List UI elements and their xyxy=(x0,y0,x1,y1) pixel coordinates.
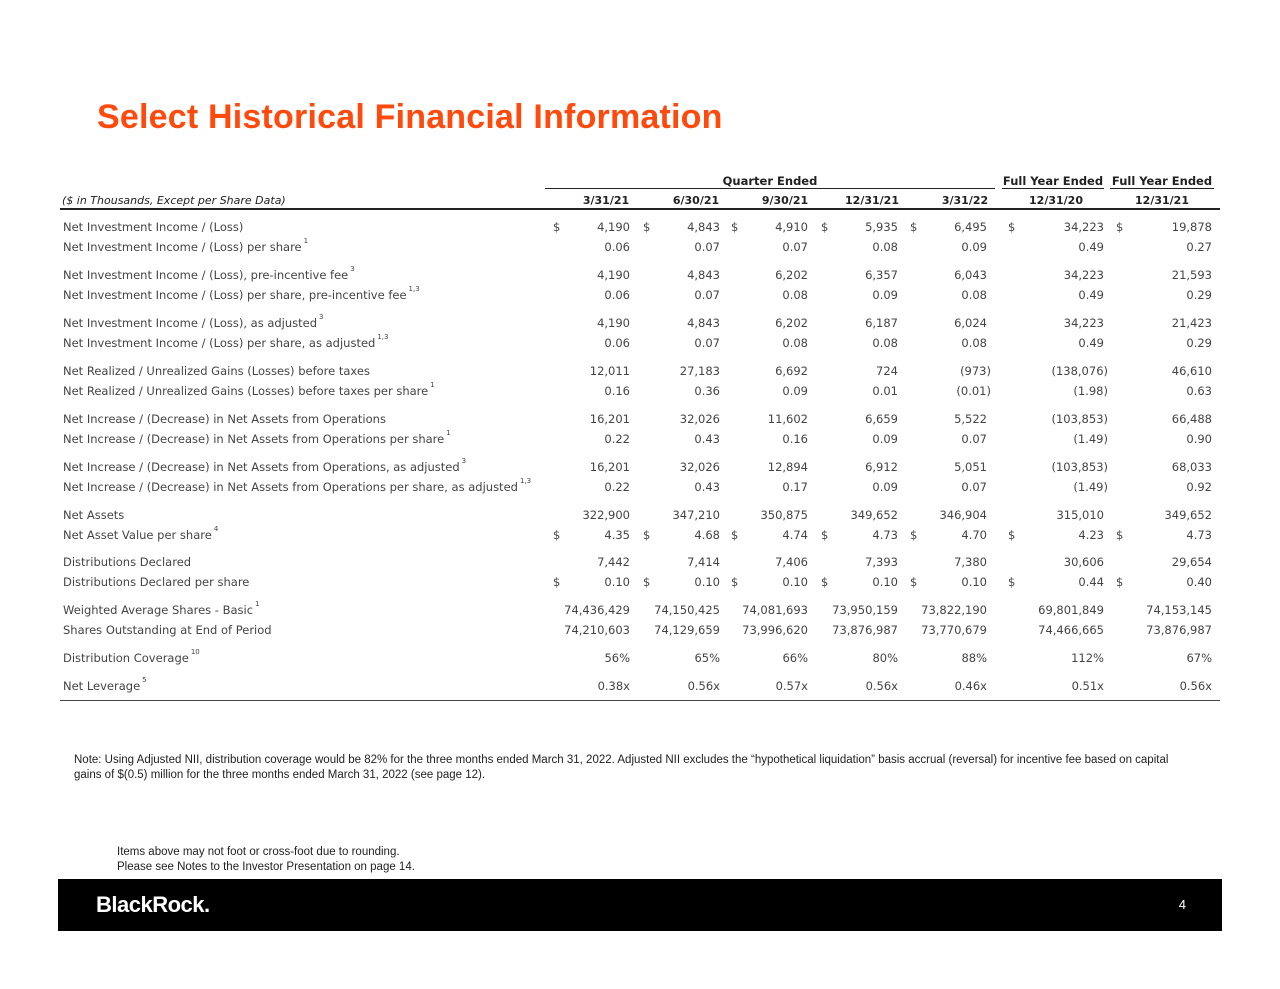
footnote-marker: 1,3 xyxy=(377,333,389,341)
table-cell: (1.98) xyxy=(1073,384,1108,398)
dollar-sign: $ xyxy=(910,575,918,589)
table-cell: 0.01 xyxy=(872,384,898,398)
table-cell: 0.43 xyxy=(694,480,720,494)
row-label xyxy=(63,575,249,589)
footnote-marker: 1,3 xyxy=(519,477,532,485)
row-label xyxy=(63,381,435,398)
dollar-sign: $ xyxy=(731,220,739,234)
table-cell: 34,223 xyxy=(1063,268,1104,282)
table-cell: 6,495 xyxy=(954,220,987,234)
dollar-sign: $ xyxy=(553,575,561,589)
table-cell: 4,190 xyxy=(597,268,630,282)
footnote-rounding: Items above may not foot or cross-foot due to rounding. xyxy=(117,846,400,858)
row-label-text: Net Increase / (Decrease) in Net Assets from Operations per share, as adjusted xyxy=(63,480,518,494)
table-cell: 73,876,987 xyxy=(1146,623,1212,637)
table-cell: 88% xyxy=(961,651,987,665)
table-row xyxy=(60,525,1220,548)
table-cell: 34,223 xyxy=(1063,220,1104,234)
header-full-year-1: Full Year Ended xyxy=(1002,174,1104,188)
table-cell: 73,876,987 xyxy=(832,623,898,637)
dollar-sign: $ xyxy=(1116,528,1124,542)
table-cell: 0.08 xyxy=(961,288,987,302)
table-cell: 68,033 xyxy=(1171,460,1212,474)
table-cell: 0.56x xyxy=(865,679,898,693)
table-cell: 0.16 xyxy=(604,384,630,398)
table-cell: 4.73 xyxy=(872,528,898,542)
row-label-text: Net Realized / Unrealized Gains (Losses) before taxes xyxy=(63,364,370,378)
blackrock-logo: BlackRock. xyxy=(96,892,210,917)
row-label-text: Net Investment Income / (Loss), as adjusted xyxy=(63,316,318,330)
row-label xyxy=(63,648,200,665)
table-cell: 73,950,159 xyxy=(832,603,898,617)
column-header: 12/31/21 xyxy=(845,194,899,207)
header-quarter-ended: Quarter Ended xyxy=(722,174,818,188)
table-cell: 0.09 xyxy=(872,432,898,446)
table-cell: 4.35 xyxy=(604,528,630,542)
table-row xyxy=(60,381,1220,404)
table-cell: 73,770,679 xyxy=(921,623,987,637)
table-cell: 67% xyxy=(1186,651,1212,665)
table-cell: 7,406 xyxy=(775,555,808,569)
table-cell: 350,875 xyxy=(760,508,808,522)
table-cell: 6,692 xyxy=(775,364,808,378)
table-row xyxy=(60,285,1220,308)
table-cell: 74,150,425 xyxy=(654,603,720,617)
units-label: ($ in Thousands, Except per Share Data) xyxy=(62,194,286,207)
column-header: 3/31/22 xyxy=(941,194,989,207)
footnote-notes-reference: Please see Notes to the Investor Presentation on page 14. xyxy=(117,861,415,873)
dollar-sign: $ xyxy=(910,528,918,542)
footnotes xyxy=(117,845,415,875)
table-cell: (973) xyxy=(960,364,991,378)
table-cell: 74,210,603 xyxy=(564,623,630,637)
table-cell: 0.27 xyxy=(1186,240,1212,254)
table-row xyxy=(60,600,1220,623)
table-row xyxy=(60,508,1220,528)
header-full-year-2: Full Year Ended xyxy=(1111,174,1213,188)
table-cell: 6,659 xyxy=(865,412,898,426)
dollar-sign: $ xyxy=(1008,220,1016,234)
table-cell: 0.09 xyxy=(961,240,987,254)
row-label xyxy=(63,676,147,693)
table-cell: 6,202 xyxy=(775,316,808,330)
table-cell: 7,442 xyxy=(597,555,630,569)
row-label xyxy=(63,429,451,446)
row-label xyxy=(63,220,243,234)
table-bottom-rule xyxy=(60,700,1220,701)
table-cell: 0.38x xyxy=(597,679,630,693)
table-cell: (103,853) xyxy=(1051,412,1108,426)
table-row xyxy=(60,676,1220,699)
table-cell: 0.56x xyxy=(687,679,720,693)
row-label xyxy=(63,525,219,542)
table-cell: 0.09 xyxy=(782,384,808,398)
row-label xyxy=(63,313,324,330)
table-cell: 69,801,849 xyxy=(1038,603,1104,617)
table-cell: 0.49 xyxy=(1078,336,1104,350)
row-label xyxy=(63,265,355,282)
table-row xyxy=(60,265,1220,288)
table-cell: 34,223 xyxy=(1063,316,1104,330)
table-cell: 7,380 xyxy=(954,555,987,569)
table-cell: 0.49 xyxy=(1078,240,1104,254)
table-cell: 0.07 xyxy=(694,336,720,350)
table-row xyxy=(60,333,1220,356)
table-cell: (138,076) xyxy=(1051,364,1108,378)
row-label-text: Net Investment Income / (Loss) per share xyxy=(63,240,302,254)
table-cell: 0.29 xyxy=(1186,288,1212,302)
row-label-text: Net Investment Income / (Loss) xyxy=(63,220,244,234)
footnote-marker: 3 xyxy=(461,457,467,465)
footnote-marker: 1 xyxy=(303,237,309,245)
dollar-sign: $ xyxy=(643,528,651,542)
table-cell: 74,436,429 xyxy=(564,603,630,617)
table-cell: (1.49) xyxy=(1073,480,1108,494)
table-cell: 73,996,620 xyxy=(742,623,808,637)
column-header: 12/31/20 xyxy=(1029,194,1083,207)
row-label xyxy=(63,237,309,254)
footer-bar xyxy=(58,879,1222,931)
table-cell: 347,210 xyxy=(672,508,720,522)
row-label xyxy=(63,623,272,637)
note-text: Note: Using Adjusted NII, distribution coverage would be 82% for the three months ended March 31, 2022. Adjusted NII excludes the “hypothetical liquidation” basis accrual (reversal) for incentive fee based on capital gains of $(0.5) million for the three months ended March 31, 2022 (see page 12). xyxy=(74,754,1169,781)
table-cell: 4.70 xyxy=(961,528,987,542)
row-label-text: Distribution Coverage xyxy=(63,651,189,665)
table-cell: 27,183 xyxy=(679,364,720,378)
row-label-text: Net Increase / (Decrease) in Net Assets from Operations, as adjusted xyxy=(63,460,460,474)
table-cell: 30,606 xyxy=(1063,555,1104,569)
row-label-text: Net Investment Income / (Loss), pre-incentive fee xyxy=(63,268,349,282)
dollar-sign: $ xyxy=(553,528,561,542)
table-cell: 29,654 xyxy=(1171,555,1212,569)
table-cell: 74,129,659 xyxy=(654,623,720,637)
table-cell: 4,910 xyxy=(775,220,808,234)
header-quarter-underline xyxy=(545,188,995,189)
table-row xyxy=(60,313,1220,336)
row-label-text: Net Increase / (Decrease) in Net Assets from Operations per share xyxy=(63,432,445,446)
table-cell: 0.10 xyxy=(961,575,987,589)
table-cell: 0.16 xyxy=(782,432,808,446)
footnote-marker: 5 xyxy=(142,676,147,684)
table-cell: 4.73 xyxy=(1186,528,1212,542)
table-cell: 0.10 xyxy=(694,575,720,589)
table-cell: 0.07 xyxy=(694,240,720,254)
footnote-marker: 1 xyxy=(430,381,435,389)
table-cell: 0.29 xyxy=(1186,336,1212,350)
row-label xyxy=(63,457,467,474)
dollar-sign: $ xyxy=(1116,220,1124,234)
table-row xyxy=(60,220,1220,240)
table-cell: 0.92 xyxy=(1186,480,1212,494)
row-label-text: Net Assets xyxy=(63,508,125,522)
table-row xyxy=(60,429,1220,452)
column-header: 9/30/21 xyxy=(761,194,809,207)
table-cell: 0.10 xyxy=(872,575,898,589)
table-cell: 21,593 xyxy=(1171,268,1212,282)
table-cell: 0.08 xyxy=(782,336,808,350)
table-row xyxy=(60,412,1220,432)
row-label-text: Net Investment Income / (Loss) per share, pre-incentive fee xyxy=(63,288,407,302)
column-header: 3/31/21 xyxy=(582,194,630,207)
table-cell: 0.22 xyxy=(604,432,630,446)
table-cell: 349,652 xyxy=(850,508,898,522)
header-fy1-underline xyxy=(1002,188,1104,189)
page-title: Select Historical Financial Information xyxy=(97,98,723,136)
table-cell: 80% xyxy=(872,651,898,665)
footnote-marker: 3 xyxy=(319,313,324,321)
row-label-text: Distributions Declared per share xyxy=(63,575,250,589)
row-label-text: Net Investment Income / (Loss) per share, as adjusted xyxy=(63,336,376,350)
table-cell: 349,652 xyxy=(1164,508,1212,522)
table-row xyxy=(60,623,1220,643)
table-cell: 0.17 xyxy=(782,480,808,494)
table-cell: 4,843 xyxy=(687,316,720,330)
row-label xyxy=(63,285,420,302)
row-label-text: Net Increase / (Decrease) in Net Assets from Operations xyxy=(63,412,386,426)
table-cell: 0.10 xyxy=(604,575,630,589)
table-cell: 0.10 xyxy=(782,575,808,589)
table-cell: 6,357 xyxy=(865,268,898,282)
table-cell: 74,466,665 xyxy=(1038,623,1104,637)
table-cell: 0.08 xyxy=(872,240,898,254)
row-label-text: Net Leverage xyxy=(63,679,141,693)
table-cell: 4.68 xyxy=(694,528,720,542)
table-cell: 7,393 xyxy=(865,555,898,569)
row-label-text: Net Realized / Unrealized Gains (Losses) before taxes per share xyxy=(63,384,429,398)
table-cell: 0.57x xyxy=(775,679,808,693)
dollar-sign: $ xyxy=(731,575,739,589)
row-label xyxy=(63,412,386,426)
table-cell: 322,900 xyxy=(582,508,630,522)
table-cell: 0.44 xyxy=(1078,575,1104,589)
table-cell: 19,878 xyxy=(1171,220,1212,234)
row-label xyxy=(63,508,124,522)
table-row xyxy=(60,648,1220,671)
table-cell: 0.08 xyxy=(782,288,808,302)
table-cell: 0.22 xyxy=(604,480,630,494)
table-cell: 11,602 xyxy=(767,412,808,426)
table-cell: 4,190 xyxy=(597,220,630,234)
table-cell: 0.56x xyxy=(1179,679,1212,693)
table-cell: 0.07 xyxy=(694,288,720,302)
table-cell: 65% xyxy=(694,651,720,665)
table-cell: 4.23 xyxy=(1078,528,1104,542)
row-label xyxy=(63,364,370,378)
row-label-text: Shares Outstanding at End of Period xyxy=(63,623,272,637)
dollar-sign: $ xyxy=(821,220,829,234)
table-cell: 0.40 xyxy=(1186,575,1212,589)
table-cell: 21,423 xyxy=(1171,316,1212,330)
dollar-sign: $ xyxy=(1116,575,1124,589)
dollar-sign: $ xyxy=(821,528,829,542)
table-cell: 6,024 xyxy=(954,316,987,330)
table-cell: 5,935 xyxy=(865,220,898,234)
table-row xyxy=(60,477,1220,500)
table-cell: 0.06 xyxy=(604,288,630,302)
table-cell: 0.90 xyxy=(1186,432,1212,446)
dollar-sign: $ xyxy=(731,528,739,542)
table-cell: 16,201 xyxy=(589,412,630,426)
table-cell: 112% xyxy=(1071,651,1104,665)
table-row xyxy=(60,555,1220,575)
page-number: 4 xyxy=(1178,897,1186,912)
table-cell: 74,081,693 xyxy=(742,603,808,617)
table-cell: 6,202 xyxy=(775,268,808,282)
header-fy2-underline xyxy=(1110,188,1214,189)
table-cell: 5,522 xyxy=(954,412,987,426)
row-label xyxy=(63,333,389,350)
row-label xyxy=(63,600,260,617)
column-header: 12/31/21 xyxy=(1135,194,1189,207)
table-cell: 346,904 xyxy=(939,508,987,522)
row-label-text: Weighted Average Shares - Basic xyxy=(63,603,254,617)
row-label-text: Distributions Declared xyxy=(63,555,192,569)
table-cell: 0.46x xyxy=(954,679,987,693)
footnote-marker: 3 xyxy=(350,265,355,273)
table-cell: 0.07 xyxy=(782,240,808,254)
table-cell: 0.43 xyxy=(694,432,720,446)
table-cell: 16,201 xyxy=(589,460,630,474)
dollar-sign: $ xyxy=(821,575,829,589)
footnote-marker: 1 xyxy=(255,600,260,608)
table-cell: 12,011 xyxy=(589,364,630,378)
table-cell: 7,414 xyxy=(687,555,720,569)
table-cell: 0.07 xyxy=(961,480,987,494)
table-cell: 0.06 xyxy=(604,240,630,254)
table-cell: 73,822,190 xyxy=(921,603,987,617)
table-cell: 724 xyxy=(876,364,898,378)
dollar-sign: $ xyxy=(643,220,651,234)
table-cell: 66,488 xyxy=(1171,412,1212,426)
table-cell: (1.49) xyxy=(1073,432,1108,446)
dollar-sign: $ xyxy=(1008,528,1016,542)
table-cell: 12,894 xyxy=(767,460,808,474)
dollar-sign: $ xyxy=(910,220,918,234)
table-cell: 4,190 xyxy=(597,316,630,330)
table-cell: 4,843 xyxy=(687,268,720,282)
table-cell: 0.51x xyxy=(1071,679,1104,693)
table-cell: 46,610 xyxy=(1171,364,1212,378)
table-cell: 0.06 xyxy=(604,336,630,350)
footnote-marker: 10 xyxy=(190,648,200,656)
table-cell: 0.49 xyxy=(1078,288,1104,302)
table-cell: (0.01) xyxy=(956,384,991,398)
row-label xyxy=(63,477,532,494)
table-row xyxy=(60,364,1220,384)
table-cell: 0.09 xyxy=(872,480,898,494)
dollar-sign: $ xyxy=(643,575,651,589)
row-label-text: Net Asset Value per share xyxy=(63,528,212,542)
column-header: 6/30/21 xyxy=(672,194,720,207)
table-cell: 32,026 xyxy=(679,460,720,474)
table-cell: 56% xyxy=(604,651,630,665)
table-row xyxy=(60,457,1220,480)
table-cell: 315,010 xyxy=(1056,508,1104,522)
footnote-marker: 1,3 xyxy=(408,285,420,293)
dollar-sign: $ xyxy=(553,220,561,234)
table-cell: 6,187 xyxy=(865,316,898,330)
table-row xyxy=(60,237,1220,260)
table-cell: 0.63 xyxy=(1186,384,1212,398)
header-rule xyxy=(60,208,1220,210)
footnote-marker: 1 xyxy=(446,429,451,437)
table-cell: 0.08 xyxy=(872,336,898,350)
table-row xyxy=(60,575,1220,595)
table-cell: 6,043 xyxy=(954,268,987,282)
footnote-marker: 4 xyxy=(213,525,219,533)
table-cell: 0.07 xyxy=(961,432,987,446)
table-cell: 6,912 xyxy=(865,460,898,474)
table-cell: (103,853) xyxy=(1051,460,1108,474)
table-cell: 0.09 xyxy=(872,288,898,302)
dollar-sign: $ xyxy=(1008,575,1016,589)
table-cell: 4,843 xyxy=(687,220,720,234)
table-cell: 32,026 xyxy=(679,412,720,426)
table-cell: 4.74 xyxy=(782,528,808,542)
table-cell: 74,153,145 xyxy=(1146,603,1212,617)
table-cell: 5,051 xyxy=(954,460,987,474)
table-cell: 66% xyxy=(782,651,808,665)
table-cell: 0.36 xyxy=(694,384,720,398)
table-cell: 0.08 xyxy=(961,336,987,350)
row-label xyxy=(63,555,191,569)
